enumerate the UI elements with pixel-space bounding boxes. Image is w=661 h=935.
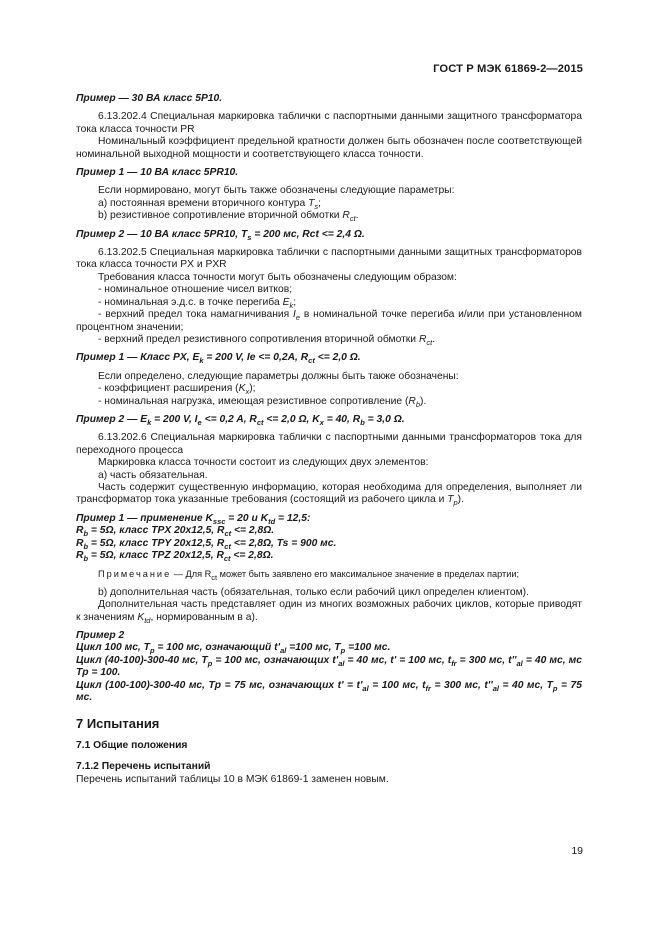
- list-item-rated-burden: - номинальная нагрузка, имеющая резистивное сопротивление $(R_b)$.: [98, 395, 427, 409]
- section-7-1-2-text: Перечень испытаний таблицы 10 в МЭК 61869-1 заменен новым.: [76, 773, 389, 785]
- clause-6-13-202-6: 6.13.202.6 Специальная маркировка таблички с паспортными данными трансформаторов тока для переходного процесса: [76, 432, 582, 456]
- example-2-px: Пример 2 — $E_k = 200$ V, $I_e <= 0,2$ A, $R_{ct} <= 2,0$ Ω, $K_x = 40$, $R_b = 3,0$ Ω.: [76, 413, 405, 427]
- list-item-a: а) постоянная времени вторичного контура $T_s$;: [98, 197, 322, 211]
- paragraph-limit-factor: Номинальный коэффициент предельной кратности должен быть обозначен после соответствующей номинальной выходной мощности и соответствующего класса точности.: [76, 136, 582, 160]
- example-1-transient: Пример 1 — применение $K_{ssc} = 20$ и $K_{td} = 12,5$:: [76, 512, 311, 526]
- example-30va: Пример — 30 ВА класс 5P10.: [76, 93, 223, 104]
- section-7-1-2-heading: 7.1.2 Перечень испытаний: [76, 761, 211, 773]
- example-cycle-100: Цикл 100 мс, $T_p = 100$ мс, означающий $t'_{al} =100$ мс, $T_p =100$ мс.: [76, 642, 391, 656]
- example-2-pr: Пример 2 — 10 ВА класс 5PR10, $T_s = 200$ мс, Rct <= 2,4 Ω.: [76, 228, 365, 242]
- paragraph-px-if-defined: Если определено, следующие параметры должны быть также обозначены:: [98, 370, 459, 382]
- list-item-expansion-factor: - коэффициент расширения $(K_x)$;: [98, 383, 256, 397]
- list-item-optional-part: b) дополнительная часть (обязательная, только если рабочий цикл определен клиентом).: [98, 586, 529, 598]
- example-tpz-line: $R_b = 5\Omega$, класс TPZ 20x12,5, $R_{ct} <= 2,8\Omega$.: [76, 550, 274, 564]
- list-item-mandatory-part: а) часть обязательная.: [98, 469, 208, 481]
- paragraph-optional-desc: Дополнительная часть представляет один из многих возможных рабочих циклов, которые приводят к значениям $K_{td}$, нормированным в а).: [76, 599, 582, 625]
- example-tpy-line: $R_b = 5\Omega$, класс TPY 20x12,5, $R_{ct} <= 2,8\Omega$, Ts = 900 мс.: [76, 537, 337, 551]
- list-item-excitation-current: - верхний предел тока намагничивания $I_e$ в номинальной точке перегиба и/или при установленном процентном значении;: [76, 309, 582, 333]
- section-7-1-heading: 7.1 Общие положения: [76, 739, 188, 751]
- clause-6-13-202-5: 6.13.202.5 Специальная маркировка таблички с паспортными данными защитных трансформаторов тока класса точности PX и PXR: [76, 247, 582, 271]
- example-2-transient: Пример 2: [76, 630, 125, 642]
- page-body: [76, 93, 582, 786]
- example-tpx-line: $R_b = 5\Omega$, класс TPX 20x12,5, $R_{ct} <= 2,8\Omega$.: [76, 525, 275, 539]
- paragraph-if-normalized: Если нормировано, могут быть также обозначены следующие параметры:: [98, 185, 455, 197]
- note: Примечание — Для $R_{ct}$ может быть заявлено его максимальное значение в пределах партии;: [98, 569, 520, 583]
- example-cycle-100-100: Цикл (100-100)-300-40 мс, Tp = 75 мс, означающих $t' = t'_{al} = 100$ мс, $t_{fr} = 300$ мс, $t''_{al} = 40$ мс, $T_p = 75$ мс.: [76, 679, 582, 704]
- example-cycle-40-100: Цикл (40-100)-300-40 мс, $T_p = 100$ мс, означающих $t'_{al} = 40$ мс, t' = 100 мс, $t_{fr} = 300$ мс, $t''_{al} = 40$ мс, мс Tp = 100.: [76, 654, 582, 679]
- document-header: ГОСТ Р МЭК 61869-2—2015: [433, 63, 583, 75]
- paragraph-mandatory-desc: Часть содержит существенную информацию, которая необходима для определения, выполняет ли трансформатор тока указанные требования (состоящий из рабочего цикла и $T_p$).: [76, 481, 582, 508]
- page-number: 19: [571, 845, 583, 857]
- list-item-winding-resistance: - верхний предел резистивного сопротивления вторичной обмотки $R_{ct}$.: [98, 333, 436, 347]
- list-item-turns-ratio: - номинальное отношение чисел витков;: [98, 284, 293, 296]
- list-item-b: b) резистивное сопротивление вторичной обмотки $R_{ct}$.: [98, 210, 359, 224]
- paragraph-px-requirements: Требования класса точности могут быть обозначены следующим образом:: [98, 271, 457, 283]
- section-7-heading: 7 Испытания: [76, 716, 160, 732]
- list-item-knee-emf: - номинальная э.д.с. в точке перегиба $E_k$;: [98, 296, 297, 310]
- example-1-px: Пример 1 — Класс PX, $E_k = 200$ V, Ie <= 0,2A, $R_{ct} <= 2,0$ Ω.: [76, 352, 361, 366]
- clause-6-13-202-4: 6.13.202.4 Специальная маркировка таблички с паспортными данными защитного трансформатора тока класса точности PR: [76, 111, 582, 135]
- paragraph-two-elements: Маркировка класса точности состоит из следующих двух элементов:: [98, 457, 429, 469]
- example-1-pr: Пример 1 — 10 ВА класс 5PR10.: [76, 167, 239, 179]
